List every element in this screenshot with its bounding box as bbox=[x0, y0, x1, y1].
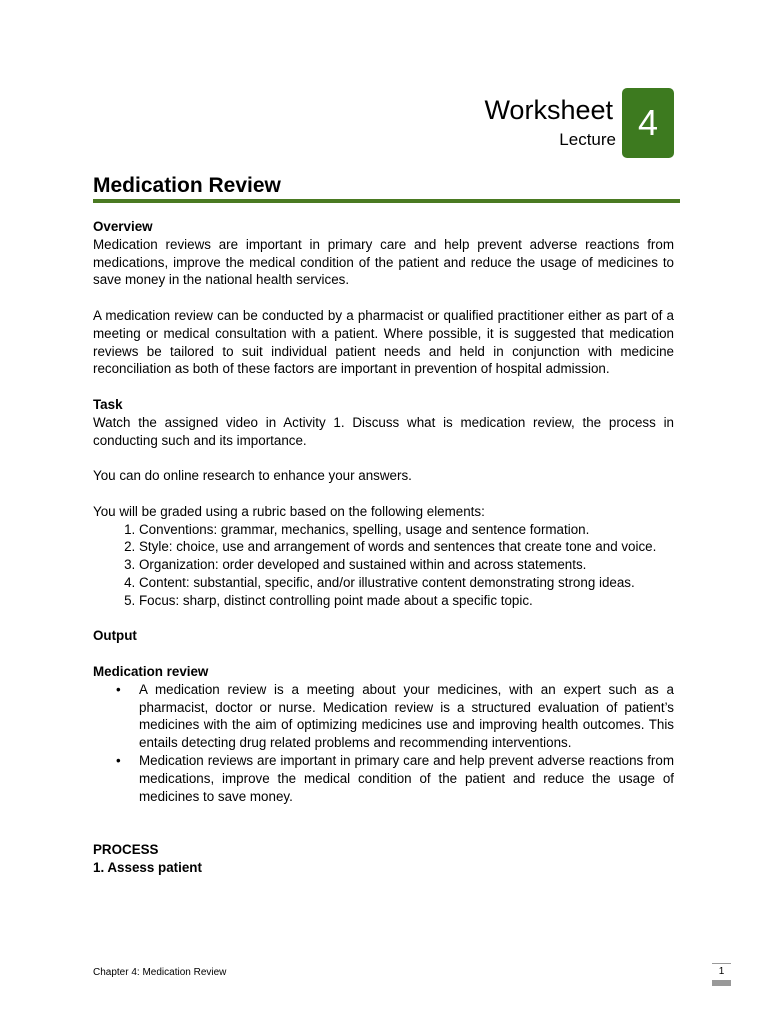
rubric-item: 4. Content: substantial, specific, and/or illustrative content demonstrating strong ideas. bbox=[139, 574, 674, 592]
process-step-1: 1. Assess patient bbox=[93, 859, 202, 875]
worksheet-title: Worksheet bbox=[484, 95, 613, 125]
bullet-text: Medication reviews are important in primary care and help prevent adverse reactions from medications, improve the medical condition of the patient and reduce the usage of medicines to save money. bbox=[139, 752, 674, 804]
list-item bbox=[116, 681, 674, 752]
task-paragraph-2: You can do online research to enhance your answers. bbox=[93, 468, 412, 484]
bullet-text: A medication review is a meeting about your medicines, with an expert such as a pharmacist, doctor or nurse. Medication review is a structured evaluation of patient’s medicines with the aim of optimizing medicines use and improving health outcomes. This entails detecting drug related problems and recommending interventions. bbox=[139, 681, 674, 751]
worksheet-number-badge: 4 bbox=[622, 88, 674, 158]
rubric-item: 3. Organization: order developed and sustained within and across statements. bbox=[139, 556, 674, 574]
medication-review-subheading: Medication review bbox=[93, 663, 209, 679]
rubric-item: 1. Conventions: grammar, mechanics, spelling, usage and sentence formation. bbox=[139, 521, 674, 539]
task-heading: Task bbox=[93, 396, 123, 412]
overview-heading: Overview bbox=[93, 219, 153, 234]
process-heading: PROCESS bbox=[93, 841, 159, 857]
bullet-icon: • bbox=[116, 681, 121, 697]
output-bullet-list bbox=[93, 681, 674, 806]
rubric-intro: You will be graded using a rubric based on the following elements: bbox=[93, 503, 485, 519]
footer-chapter-label: Chapter 4: Medication Review bbox=[93, 967, 227, 978]
overview-paragraph-1: Medication reviews are important in primary care and help prevent adverse reactions from medications, improve the medical condition of the patient and reduce the usage of medicines to save money in the national health services. bbox=[93, 236, 674, 288]
page-number-text: 1 bbox=[718, 966, 725, 977]
rubric-list bbox=[93, 521, 674, 610]
rubric-item: 2. Style: choice, use and arrangement of words and sentences that create tone and voice. bbox=[139, 538, 674, 556]
overview-paragraph-2: A medication review can be conducted by a pharmacist or qualified practitioner either as part of a meeting or medical consultation with a patient. Where possible, it is suggested that medication reviews be tailored to suit individual patient needs and held in conjunction with medicine reconciliation as both of these factors are important in prevention of hospital admission. bbox=[93, 307, 674, 377]
document-body bbox=[93, 218, 674, 876]
page-title: Medication Review bbox=[93, 174, 281, 197]
output-heading: Output bbox=[93, 628, 137, 644]
page-number bbox=[712, 963, 731, 986]
bullet-icon: • bbox=[116, 752, 121, 768]
page-number-bar bbox=[712, 980, 731, 986]
list-item bbox=[116, 752, 674, 805]
title-divider bbox=[93, 199, 680, 203]
lecture-label: Lecture bbox=[559, 130, 616, 149]
rubric-item: 5. Focus: sharp, distinct controlling point made about a specific topic. bbox=[139, 592, 674, 610]
task-paragraph-1: Watch the assigned video in Activity 1. Discuss what is medication review, the process in conducting such and its importance. bbox=[93, 414, 674, 448]
